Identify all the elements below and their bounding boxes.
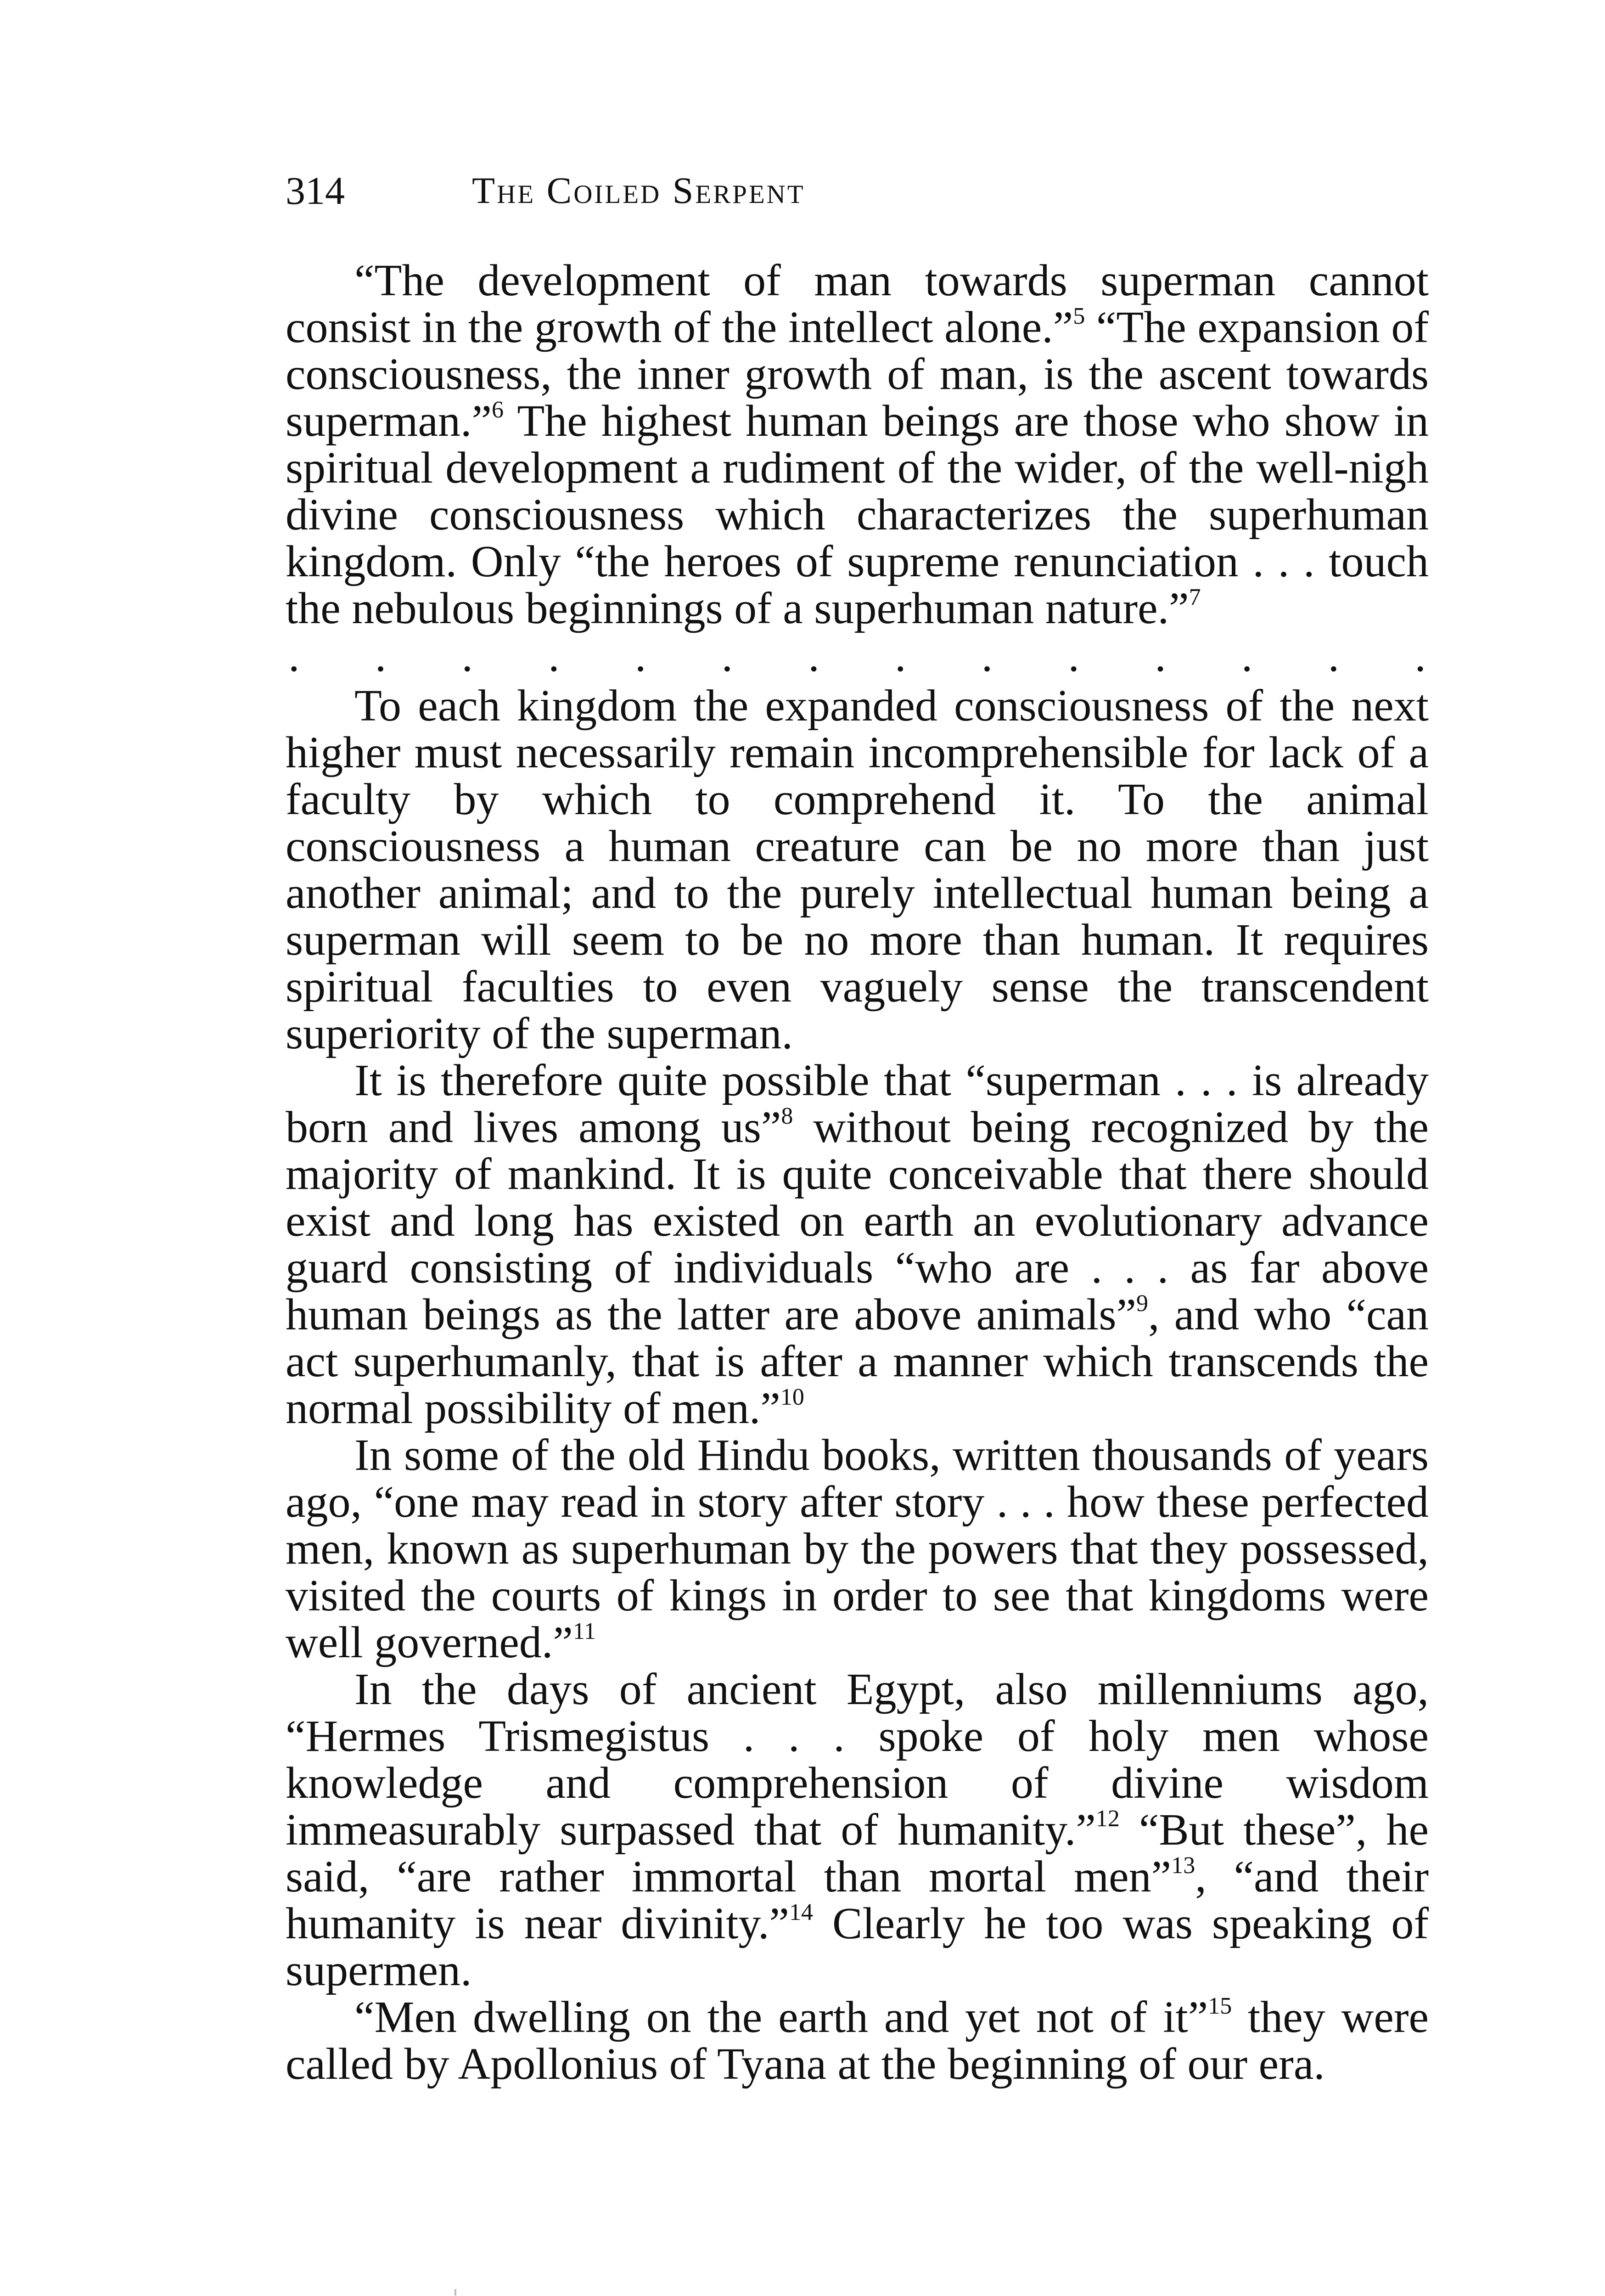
running-title: The Coiled Serpent: [472, 169, 805, 211]
footnote-marker: 9: [1136, 1290, 1148, 1317]
ellipsis-dot: .: [1155, 631, 1166, 681]
text-run: , and who “can act superhumanly, that is after a manner which transcends the normal possibility of men.”: [286, 1290, 1429, 1433]
text-run: Clearly he too was speaking of supermen.: [286, 1899, 1429, 1995]
footnote-marker: 11: [572, 1618, 596, 1644]
ellipsis-dot: .: [634, 631, 646, 681]
text-run: In the days of ancient Egypt, also millenniums ago, “Hermes Trismegistus . . . spoke of holy men whose knowledge and comprehension of divine wisdom immeasurably surpassed that of humanity.”: [286, 1665, 1429, 1855]
ellipsis-dot: .: [461, 631, 473, 681]
ellipsis-dot: .: [981, 631, 993, 681]
footnote-marker: 6: [492, 397, 504, 423]
footnote-marker: 12: [1095, 1806, 1120, 1832]
paper-blemish: [455, 2289, 456, 2296]
paragraph: [286, 1994, 1429, 2088]
text-run: they were called by Apollonius of Tyana at the beginning of our era.: [286, 1992, 1429, 2089]
paragraph: [286, 257, 1429, 632]
ellipsis-dot: .: [375, 631, 387, 681]
text-run: “The development of man towards superman cannot consist in the growth of the intellect alone.”: [286, 256, 1429, 352]
footnote-marker: 14: [789, 1899, 813, 1925]
ellipsis-dot: .: [895, 631, 906, 681]
text-run: “The expansion of consciousness, the inner growth of man, is the ascent towards superman.”: [286, 303, 1429, 446]
footnote-marker: 13: [1171, 1852, 1195, 1879]
ellipsis-dot: .: [548, 631, 560, 681]
paragraph: [286, 682, 1429, 1057]
ellipsis-separator: [286, 633, 1429, 680]
ellipsis-dot: .: [1414, 631, 1426, 681]
ellipsis-dot: .: [288, 631, 300, 681]
running-head: [286, 165, 1429, 216]
paragraph: [286, 1057, 1429, 1432]
text-run: To each kingdom the expanded consciousness of the next higher must necessarily remain incomprehensible for lack of a faculty by which to comprehend it. To the animal consciousness a human creature can be no more than just another animal; and to the purely intellectual human being a superman will seem to be no more than human. It requires spiritual faculties to even vaguely sense the transcendent superiority of the superman.: [286, 681, 1429, 1058]
footnote-marker: 8: [781, 1103, 793, 1129]
text-run: “Men dwelling on the earth and yet not of it”: [354, 1992, 1208, 2042]
ellipsis-dot: .: [1328, 631, 1340, 681]
ellipsis-dot: .: [808, 631, 819, 681]
text-run: “But these”, he said, “are rather immortal than mortal men”: [286, 1805, 1429, 1902]
text-run: without being recognized by the majority of mankind. It is quite conceivable that there should exist and long has existed on earth an evolutionary advance guard consisting of individuals “who are . . . as far above human beings as the latter are above animals”: [286, 1103, 1429, 1339]
footnote-marker: 5: [1073, 303, 1085, 329]
text-run: , “and their humanity is near divinity.”: [286, 1852, 1429, 1948]
ellipsis-dot: .: [1241, 631, 1253, 681]
text-run: In some of the old Hindu books, written thousands of years ago, “one may read in story after story . . . how these perfected men, known as superhuman by the powers that they possessed, visited the courts of kings in order to see that kingdoms were well governed.”: [286, 1430, 1429, 1667]
paragraph: [286, 1666, 1429, 1994]
footnote-marker: 7: [1189, 584, 1201, 610]
ellipsis-dot: .: [721, 631, 733, 681]
body-text: [286, 257, 1429, 2088]
text-run: It is therefore quite possible that “superman . . . is already born and lives among us”: [286, 1056, 1429, 1152]
paragraph: [286, 1432, 1429, 1666]
footnote-marker: 10: [780, 1384, 804, 1410]
text-run: The highest human beings are those who show in spiritual development a rudiment of the wider, of the well-nigh divine consciousness which characterizes the superhuman kingdom. Only “the heroes of supreme renunciation . . . touch the nebulous beginnings of a superhuman nature.”: [286, 396, 1429, 633]
footnote-marker: 15: [1208, 1993, 1232, 2019]
page-number: 314: [286, 169, 345, 213]
ellipsis-dot: .: [1068, 631, 1079, 681]
